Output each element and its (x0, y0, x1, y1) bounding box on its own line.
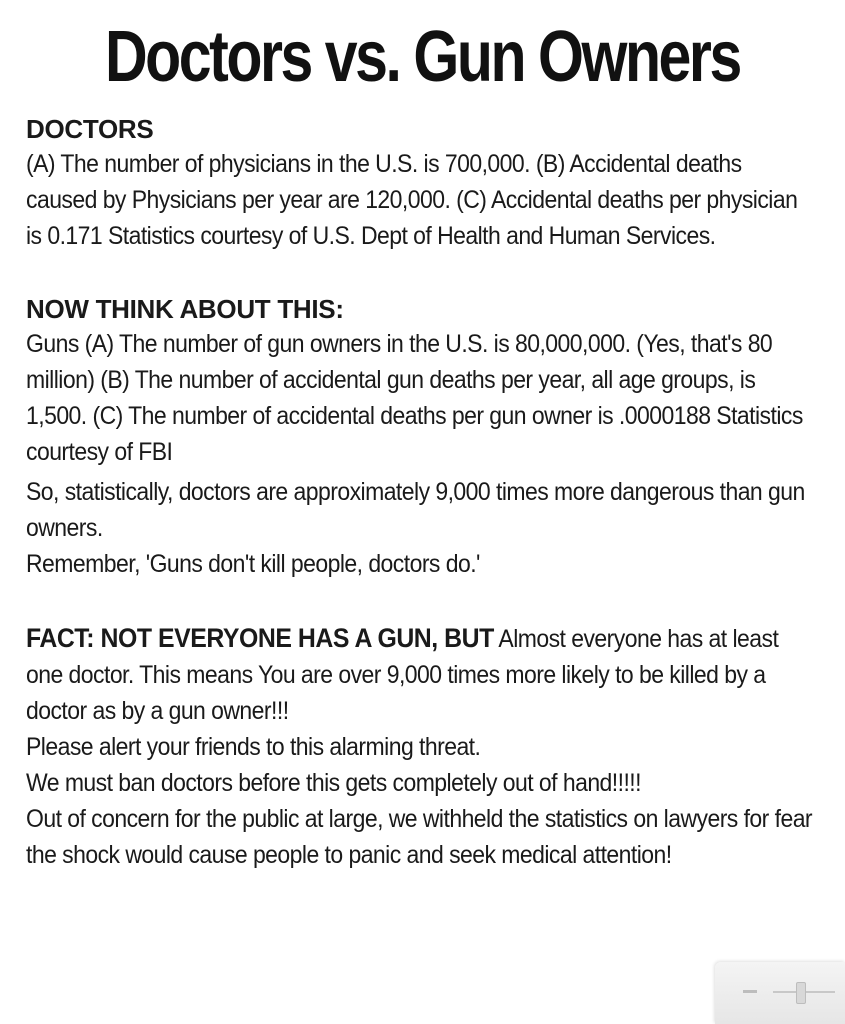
alert-paragraph: Please alert your friends to this alarming threat. (26, 733, 481, 761)
fact-body: Almost everyone has at least one doctor. This means You are over 9,000 times more likely to be killed by a doctor as by a gun owner!!! (26, 625, 779, 725)
think-heading: NOW THINK ABOUT THIS: (26, 294, 344, 324)
zoom-slider-handle[interactable] (796, 982, 806, 1004)
statistically-paragraph: So, statistically, doctors are approximately 9,000 times more dangerous than gun owners. (26, 478, 805, 542)
concern-paragraph: Out of concern for the public at large, we withheld the statistics on lawyers for fear the shock would cause people to panic and seek medical attention! (26, 805, 813, 869)
fact-paragraph (26, 620, 817, 729)
page-title: Doctors vs. Gun Owners (104, 17, 740, 97)
doctors-heading: DOCTORS (26, 114, 154, 144)
fact-heading: FACT: NOT EVERYONE HAS A GUN, BUT (26, 623, 494, 653)
ban-paragraph: We must ban doctors before this gets completely out of hand!!!!! (26, 769, 641, 797)
gun-owners-paragraph: Guns (A) The number of gun owners in the U.S. is 80,000,000. (Yes, that's 80 million) (B) The number of accidental gun deaths per year, all age groups, is 1,500. (C) The number of accidental deaths per gun owner is .0000188 Statistics courtesy of FBI (26, 330, 803, 466)
doctors-paragraph: (A) The number of physicians in the U.S. is 700,000. (B) Accidental deaths caused by Physicians per year are 120,000. (C) Accidental deaths per physician is 0.171 Statistics courtesy of U.S. Dept of Health and Human Services. (26, 150, 798, 250)
document-body (26, 112, 816, 873)
remember-paragraph: Remember, 'Guns don't kill people, doctors do.' (26, 550, 480, 578)
minus-icon[interactable] (743, 990, 757, 993)
zoom-control[interactable] (715, 962, 845, 1024)
section-spacer (26, 254, 816, 292)
section-spacer (26, 582, 816, 620)
